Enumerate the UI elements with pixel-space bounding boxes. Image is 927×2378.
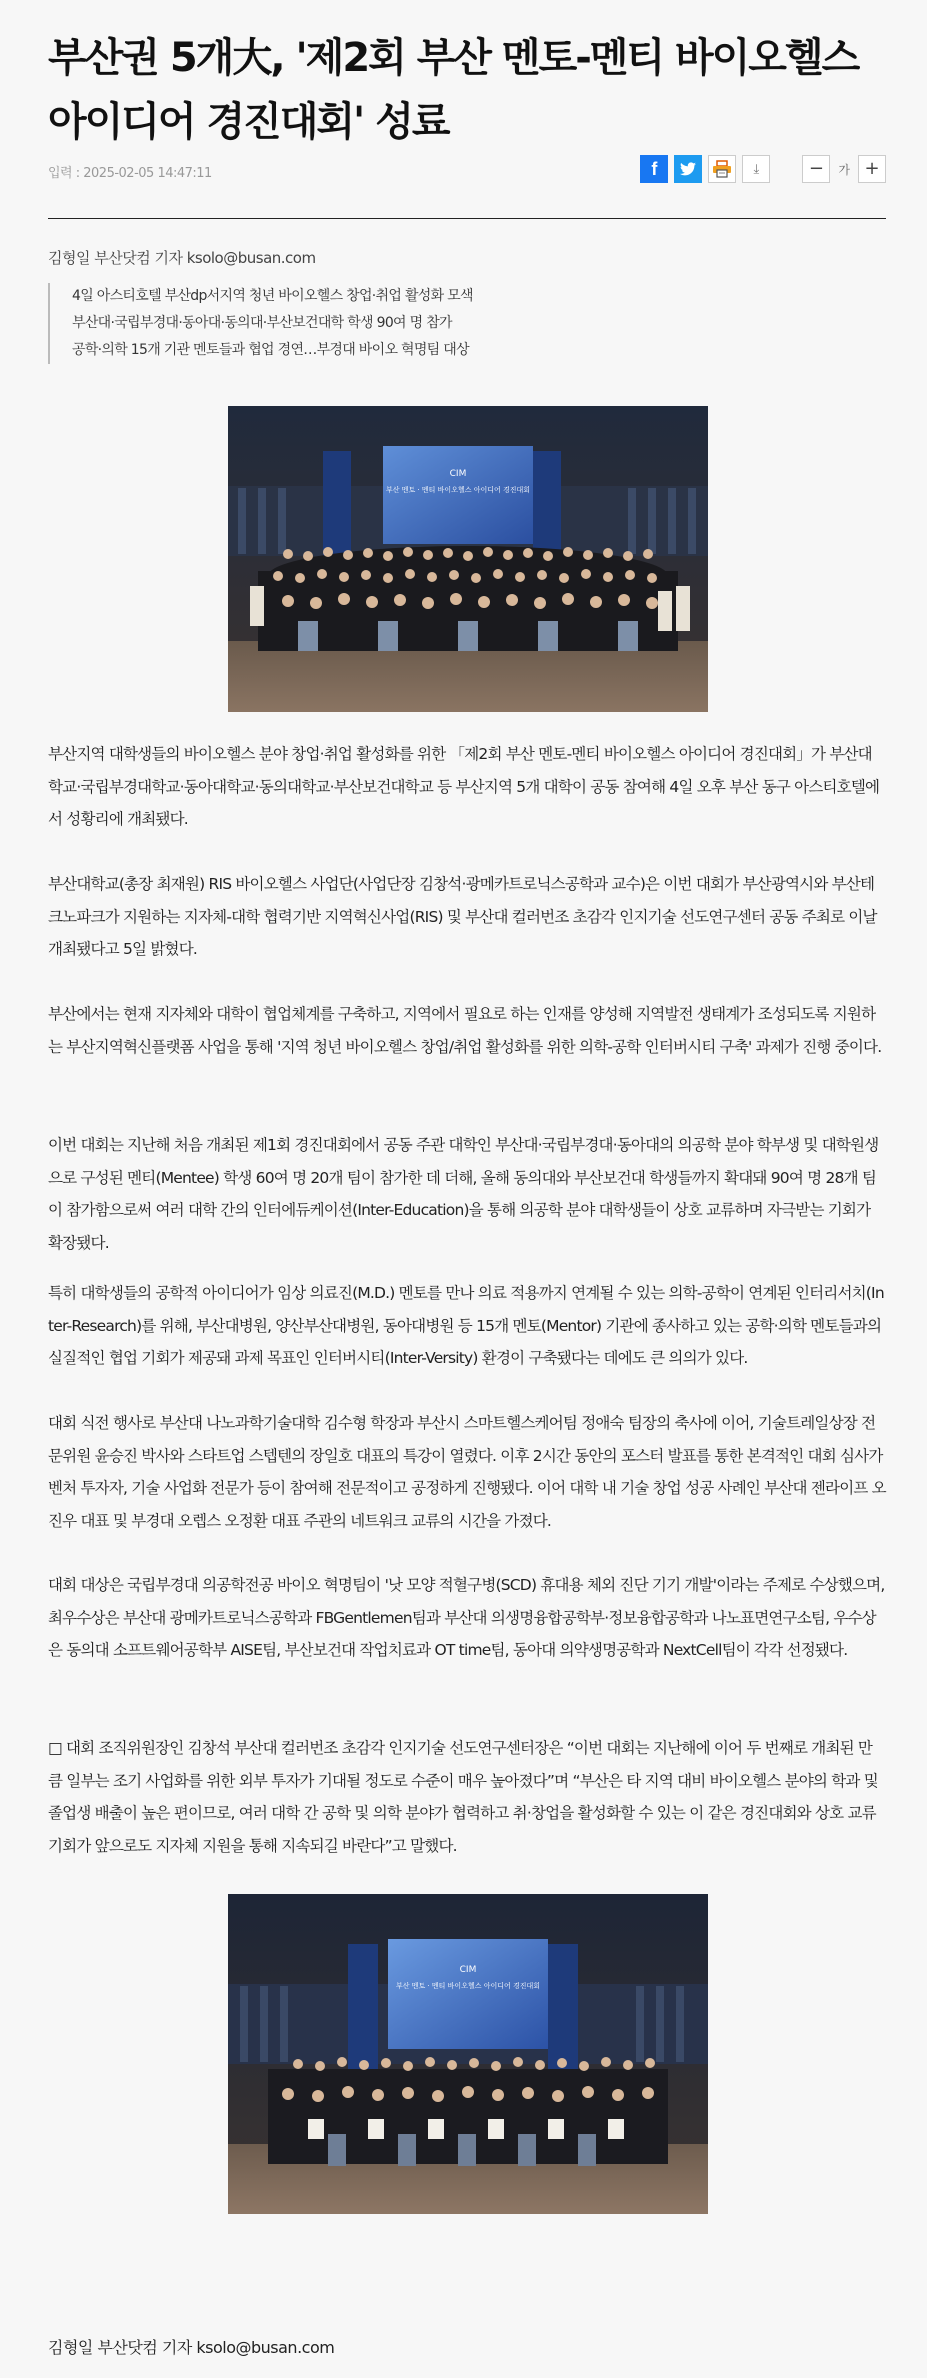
byline-bottom: 김형일 부산닷컴 기자 ksolo@busan.com [48,2338,335,2357]
download-button[interactable] [742,155,770,183]
photo1-screen-title: 부산 멘토 · 멘티 바이오헬스 아이디어 경진대회 [385,486,531,494]
font-size-label: 가 [838,162,850,177]
facebook-share-button[interactable] [640,155,668,183]
article-date: 입력 : 2025-02-05 14:47:11 [48,166,212,181]
article-summary [48,283,868,364]
article-photo-1 [228,406,708,712]
photo1-crowd [250,546,690,651]
title-divider [48,218,886,219]
plus-icon: + [864,158,880,179]
article-paragraph: □ 대회 조직위원장인 김창석 부산대 컬러번조 초감각 인지기술 선도연구센터장은 “이번 대회는 지난해에 이어 두 번째로 개최된 만큼 일부는 조기 사업화를 위한 외부 투자가 기대될 정도로 수준이 매우 높아졌다”며 “부산은 타 지역 대비 바이오헬스 분야의 학과 및 졸업생 배출이 높은 편이므로, 여러 대학 간 공학 및 의학 분야가 협력하고 취·창업을 활성화할 수 있는 이 같은 경진대회와 상호 교류 기회가 앞으로도 지자체 지원을 통해 지속되길 바란다”고 말했다. [48,1739,878,1855]
summary-line: 부산대·국립부경대·동아대·동의대·부산보건대학 학생 90여 명 참가 [72,315,452,331]
article-paragraph: 부산대학교(총장 최재원) RIS 바이오헬스 사업단(사업단장 김창석·광메카트로닉스공학과 교수)은 이번 대회가 부산광역시와 부산테크노파크가 지원하는 지자체-대학 협력기반 지역혁신사업(RIS) 및 부산대 컬러번조 초감각 인지기술 선도연구센터 공동 주최로 이날 개최됐다고 5일 밝혔다. [48,875,877,958]
article-photo-2 [228,1894,708,2214]
download-icon: ⤓ [753,161,760,177]
byline-top: 김형일 부산닷컴 기자 ksolo@busan.com [48,249,316,267]
summary-line: 4일 아스티호텔 부산dp서지역 청년 바이오헬스 창업·취업 활성화 모색 [72,288,473,304]
article-meta-row [48,152,886,186]
font-increase-button[interactable] [858,155,886,183]
minus-icon: − [808,158,824,179]
article-paragraph: 대회 식전 행사로 부산대 나노과학기술대학 김수형 학장과 부산시 스마트헬스케어팀 정애숙 팀장의 축사에 이어, 기술트레일상장 전문위원 윤승진 박사와 스타트업 스텝텐의 장일호 대표의 특강이 열렸다. 이후 2시간 동안의 포스터 발표를 통한 본격적인 대회 심사가 벤처 투자자, 기술 사업화 전문가 등이 참여해 전문적이고 공정하게 진행됐다. 이어 대학 내 기술 창업 성공 사례인 부산대 젠라이프 오진우 대표 및 부경대 오렙스 오정환 대표 주관의 네트워크 교류의 시간을 가졌다. [48,1414,886,1530]
photo2-screen-title: 부산 멘토 · 멘티 바이오헬스 아이디어 경진대회 [395,1982,541,1990]
article-title: 부산권 5개大, '제2회 부산 멘토-멘티 바이오헬스 아이디어 경진대회' 성료 [48,35,859,145]
twitter-icon [680,162,696,176]
twitter-share-button[interactable] [674,155,702,183]
photo2-crowd [268,2057,668,2166]
photo1-screen-logo: CIM [449,469,467,479]
article-paragraph: 이번 대회는 지난해 처음 개최된 제1회 경진대회에서 공동 주관 대학인 부산대·국립부경대·동아대의 의공학 분야 학부생 및 대학원생으로 구성된 멘티(Mentee) 학생 60여 명 20개 팀이 참가한 데 더해, 올해 동의대와 부산보건대 학생들까지 확대돼 90여 명 28개 팀이 참가함으로써 여러 대학 간의 인터에듀케이션(Inter-Education)을 통해 의공학 분야 대학생들이 상호 교류하며 자극받는 기회가 확장됐다. [48,1136,879,1252]
article-paragraph: 대회 대상은 국립부경대 의공학전공 바이오 혁명팀이 '낫 모양 적혈구병(SCD) 휴대용 체외 진단 기기 개발'이라는 주제로 수상했으며, 최우수상은 부산대 광메카트로닉스공학과 FBGentlemen팀과 부산대 의생명융합공학부·정보융합공학과 나노표면연구소팀, 우수상은 동의대 소프트웨어공학부 AISE팀, 부산보건대 작업치료과 OT time팀, 동아대 의약생명공학과 NextCell팀이 각각 선정됐다. [48,1576,885,1659]
share-toolbar [634,152,886,186]
summary-line: 공학·의학 15개 기관 멘토들과 협업 경연…부경대 바이오 혁명팀 대상 [72,342,469,358]
font-decrease-button[interactable] [802,155,830,183]
article-paragraph: 부산지역 대학생들의 바이오헬스 분야 창업·취업 활성화를 위한 「제2회 부산 멘토-멘티 바이오헬스 아이디어 경진대회」가 부산대학교·국립부경대학교·동아대학교·동의대학교·부산보건대학교 등 부산지역 5개 대학이 공동 참여해 4일 오후 부산 동구 아스티호텔에서 성황리에 개최됐다. [48,745,880,828]
article-paragraph: 부산에서는 현재 지자체와 대학이 협업체계를 구축하고, 지역에서 필요로 하는 인재를 양성해 지역발전 생태계가 조성되도록 지원하는 부산지역혁신플랫폼 사업을 통해 '지역 청년 바이오헬스 창업/취업 활성화를 위한 의학-공학 인터버시티 구축' 과제가 진행 중이다. [48,1005,882,1056]
article-paragraph: 특히 대학생들의 공학적 아이디어가 임상 의료진(M.D.) 멘토를 만나 의료 적용까지 연계될 수 있는 의학-공학이 연계된 인터리서치(Inter-Research)를 위해, 부산대병원, 양산부산대병원, 동아대병원 등 15개 멘토(Mentor) 기관에 종사하고 있는 공학·의학 멘토들과의 실질적인 협업 기회가 제공돼 과제 목표인 인터버시티(Inter-Versity) 환경이 구축됐다는 데에도 큰 의의가 있다. [48,1284,884,1367]
photo2-screen-logo: CIM [459,1965,477,1975]
printer-icon [712,160,732,178]
print-button[interactable] [708,155,736,183]
facebook-icon: f [651,158,658,179]
